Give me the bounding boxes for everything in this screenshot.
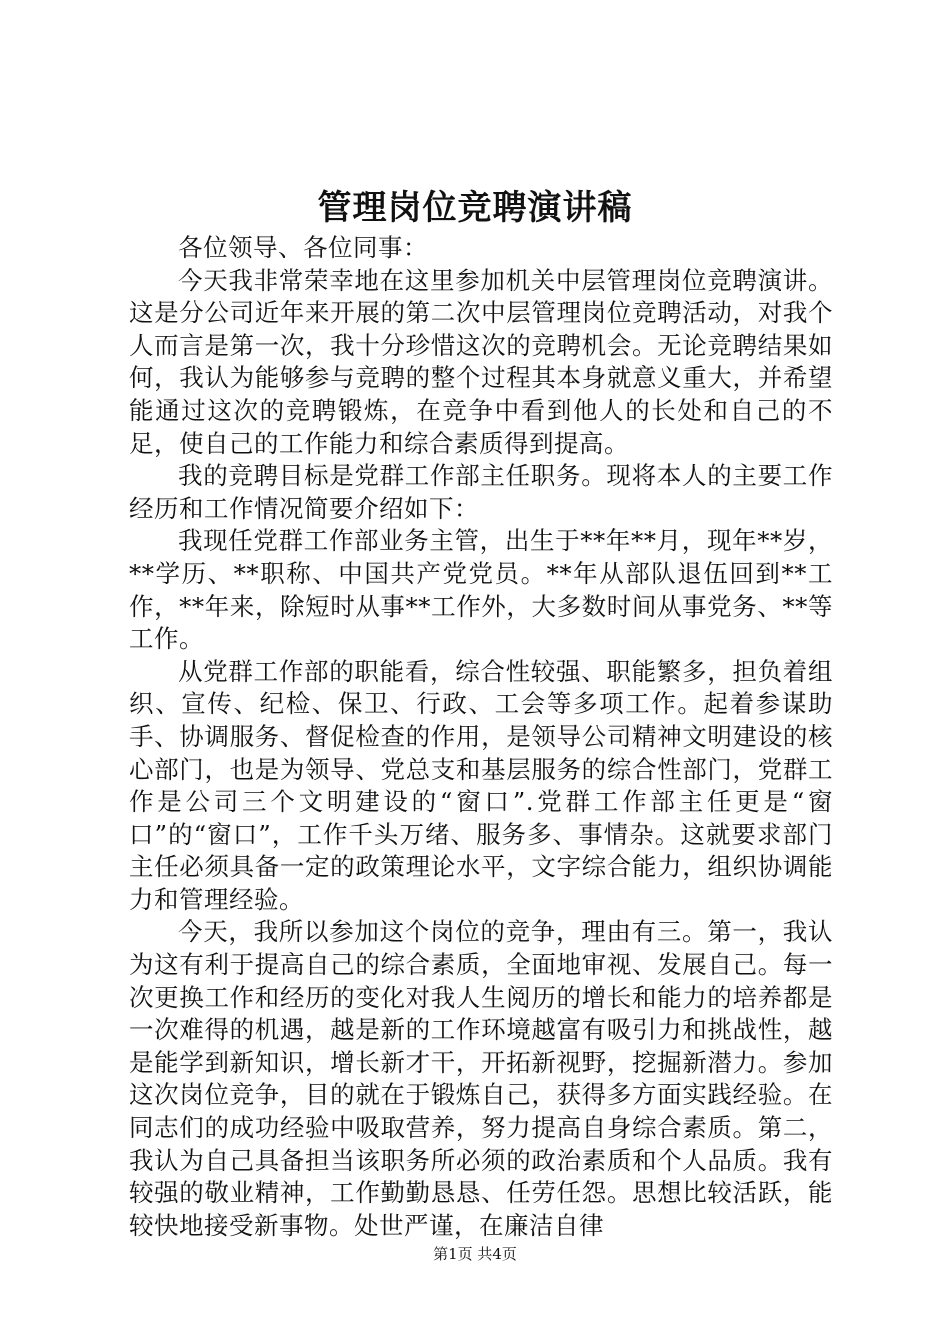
- document-body: [129, 232, 833, 1242]
- background-paragraph: 我现任党群工作部业务主管，出生于**年**月，现年**岁，**学历、**职称、中国共产党党员。**年从部队退伍回到**工作，**年来，除短时从事**工作外，大多数时间从事党务、**等工作。: [129, 526, 833, 654]
- salutation-paragraph: 各位领导、各位同事：: [178, 233, 428, 262]
- goal-paragraph: 我的竞聘目标是党群工作部主任职务。现将本人的主要工作经历和工作情况简要介绍如下：: [129, 461, 833, 523]
- page-footer: 第1页 共4页: [433, 1245, 517, 1263]
- document-title: 管理岗位竞聘演讲稿: [317, 188, 633, 228]
- intro-paragraph: 今天我非常荣幸地在这里参加机关中层管理岗位竞聘演讲。这是分公司近年来开展的第二次中层管理岗位竞聘活动，对我个人而言是第一次，我十分珍惜这次的竞聘机会。无论竞聘结果如何，我认为能够参与竞聘的整个过程其本身就意义重大，并希望能通过这次的竞聘锻炼，在竞争中看到他人的长处和自己的不足，使自己的工作能力和综合素质得到提高。: [129, 265, 833, 458]
- reasons-paragraph: 今天，我所以参加这个岗位的竞争，理由有三。第一，我认为这有利于提高自己的综合素质，全面地审视、发展自己。每一次更换工作和经历的变化对我人生阅历的增长和能力的培养都是一次难得的机遇，越是新的工作环境越富有吸引力和挑战性，越是能学到新知识，增长新才干，开拓新视野，挖掘新潜力。参加这次岗位竞争，目的就在于锻炼自己，获得多方面实践经验。在同志们的成功经验中吸取营养，努力提高自身综合素质。第二，我认为自己具备担当该职务所必须的政治素质和个人品质。我有较强的敬业精神，工作勤勤恳恳、任劳任怨。思想比较活跃，能较快地接受新事物。处世严谨，在廉洁自律: [129, 917, 833, 1240]
- department-paragraph: 从党群工作部的职能看，综合性较强、职能繁多，担负着组织、宣传、纪检、保卫、行政、工会等多项工作。起着参谋助手、协调服务、督促检查的作用，是领导公司精神文明建设的核心部门，也是为领导、党总支和基层服务的综合性部门，党群工作是公司三个文明建设的“窗口”.党群工作部主任更是“窗口”的“窗口”，工作千头万绪、服务多、事情杂。这就要求部门主任必须具备一定的政策理论水平，文字综合能力，组织协调能力和管理经验。: [129, 656, 833, 914]
